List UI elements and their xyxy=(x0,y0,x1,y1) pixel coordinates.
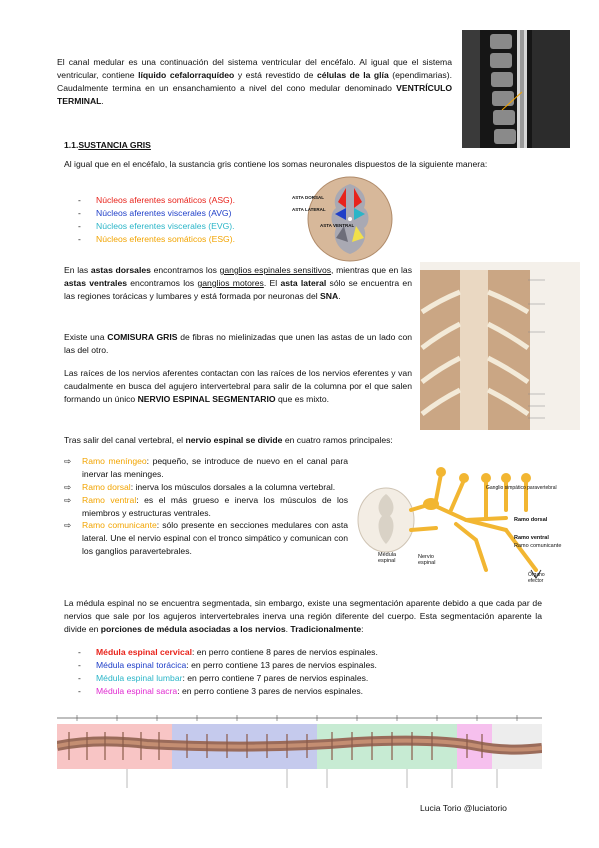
bullet: - xyxy=(78,659,81,670)
ramo-comunicante: Ramo comunicante xyxy=(82,520,157,531)
list-item xyxy=(78,685,498,698)
term: porciones de médula asociadas a los nervios xyxy=(100,623,286,634)
label-nervio: Nervio espinal xyxy=(418,554,436,567)
text: de fibras no mielinizadas que unen las astas de un lado con las del otro. xyxy=(64,332,413,355)
nuclei-list xyxy=(78,194,298,246)
text: encontramos los xyxy=(150,265,220,275)
bullet: - xyxy=(78,647,81,657)
label-ramo-dorsal: Ramo dorsal xyxy=(514,517,548,523)
list-item xyxy=(64,494,348,520)
text: En las xyxy=(64,265,91,275)
list-item xyxy=(78,194,298,207)
list-item xyxy=(64,481,348,494)
nucleus-avg: Núcleos aferentes viscerales (AVG) xyxy=(96,207,232,218)
section-title-text: SUSTANCIA GRIS xyxy=(78,140,151,150)
nucleus-esg: Núcleos eferentes somáticos (ESG). xyxy=(96,233,235,244)
term: SNA xyxy=(320,290,339,301)
paragraph-comisura xyxy=(64,331,412,357)
intro-text: (ependimarias). Caudalmente termina en un ensanchamiento a nivel del cono medular denominado xyxy=(57,69,452,93)
list-item xyxy=(78,672,498,685)
region-toracica: Médula espinal torácica xyxy=(96,659,187,670)
text: , mientras que en las xyxy=(331,265,412,275)
region-lumbar: Médula espinal lumbar xyxy=(96,672,183,683)
spinal-cross-section xyxy=(290,174,395,264)
spinal-cord-strip-image xyxy=(57,712,542,792)
gray-intro: Al igual que en el encéfalo, la sustancia gris contiene los somas neuronales dispuestos de la siguiente manera: xyxy=(64,159,488,169)
ramo-dorsal: Ramo dorsal xyxy=(82,481,131,492)
intro-text: y está revestido de xyxy=(234,69,317,80)
ramo-text: : es el más grueso e inerva los músculos de los miembros y estructuras ventrales. xyxy=(82,494,348,518)
text: sólo se encuentra en las regiones torácicas y lumbares y está formada por neuronas del xyxy=(64,277,412,301)
text: que es mixto. xyxy=(275,393,330,404)
bullet: - xyxy=(78,672,81,683)
text: Las raíces de los nervios aferentes contactan con las raíces de los nervios eferentes y van caudalmente en busca del agujero intervertebral para salir de la columna por el que salen formando un único xyxy=(64,368,412,404)
text: : xyxy=(361,623,364,634)
nucleus-asg: Núcleos aferentes somáticos (ASG). xyxy=(96,195,235,205)
text: . El xyxy=(263,277,281,288)
label-asta-dorsal: ASTA DORSAL xyxy=(292,195,324,200)
label-asta-lateral: ASTA LATERAL xyxy=(292,207,326,212)
bullet: - xyxy=(78,233,81,244)
nerve-diagram xyxy=(356,460,571,585)
text: . xyxy=(285,623,291,634)
arrow-icon: ⇨ xyxy=(64,456,72,466)
list-item xyxy=(64,455,348,481)
ramo-text: : sólo presente en secciones medulares con asta lateral. Une el nervio espinal con el tronco simpático y comunican con los ganglios paravertebrales. xyxy=(82,520,348,557)
ramo-ventral: Ramo ventral xyxy=(82,494,137,505)
list-item xyxy=(78,233,298,246)
spinal-dissection-image xyxy=(420,262,580,430)
term: ganglios espinales sensitivos xyxy=(219,265,332,275)
term: Tradicionalmente xyxy=(290,623,362,634)
term: asta lateral xyxy=(280,277,327,288)
region-text: : en perro contiene 3 pares de nervios espinales. xyxy=(177,685,364,696)
bullet: - xyxy=(78,195,81,205)
list-item xyxy=(78,659,498,672)
ramo-text: : inerva los músculos dorsales a la columna vertebral. xyxy=(130,481,336,492)
term: astas dorsales xyxy=(90,265,151,275)
region-text: : en perro contiene 8 pares de nervios espinales. xyxy=(192,647,378,657)
section-number: 1.1. xyxy=(64,140,79,150)
region-text: : en perro contiene 13 pares de nervios espinales. xyxy=(186,659,377,670)
label-asta-ventral: ASTA VENTRAL xyxy=(320,223,355,228)
intro-paragraph xyxy=(57,56,452,108)
text: Tras salir del canal vertebral, el xyxy=(64,435,186,445)
label-ramo-ventral: Ramo ventral xyxy=(514,535,549,541)
intro-text: . xyxy=(101,95,104,106)
intro-term: líquido cefalorraquídeo xyxy=(138,69,235,80)
intro-term: células de la glía xyxy=(316,69,389,80)
term: nervio espinal se divide xyxy=(185,435,283,445)
list-item xyxy=(64,519,348,558)
label-organo: Órgano efector xyxy=(528,572,545,584)
intro-term: VENTRÍCULO TERMINAL xyxy=(57,82,452,106)
nucleus-evg: Núcleos eferentes viscerales (EVG). xyxy=(96,220,235,231)
term: NERVIO ESPINAL SEGMENTARIO xyxy=(137,393,276,404)
section-title xyxy=(64,139,151,152)
term: ganglios motores xyxy=(197,277,264,288)
arrow-icon: ⇨ xyxy=(64,481,72,492)
label-ganglio: Ganglio simpático paravertebral xyxy=(486,485,557,491)
ramo-meningeo: Ramo meníngeo xyxy=(82,456,147,466)
mri-image xyxy=(462,30,570,148)
arrow-icon: ⇨ xyxy=(64,494,72,505)
text: encontramos los xyxy=(127,277,198,288)
bullet: - xyxy=(78,207,81,218)
list-item xyxy=(78,207,298,220)
footer-credit: Lucia Torio @luciatorio xyxy=(420,803,507,813)
paragraph-segmentacion xyxy=(64,597,542,636)
text: en cuatro ramos principales: xyxy=(282,435,393,445)
bullet: - xyxy=(78,220,81,231)
list-item xyxy=(78,646,498,659)
intro-text: El canal medular es una continuación del sistema ventricular del encéfalo. Al igual que el sistema ventricular, contiene xyxy=(57,57,452,80)
text: Existe una xyxy=(64,332,108,342)
bullet: - xyxy=(78,685,81,696)
label-medula: Médula espinal xyxy=(378,552,397,565)
region-text: : en perro contiene 7 pares de nervios espinales. xyxy=(182,672,369,683)
paragraph-raices xyxy=(64,367,412,406)
arrow-icon: ⇨ xyxy=(64,520,72,531)
ramos-list xyxy=(64,455,348,558)
text: La médula espinal no se encuentra segmentada, sin embargo, existe una segmentación aparente debido a que cada par de nervios que sale por los agujeros intervertebrales inerva una región diferente del cuerpo. Esta segmentación aparente la divide en xyxy=(64,598,542,634)
region-sacra: Médula espinal sacra xyxy=(96,685,178,696)
term: astas ventrales xyxy=(64,277,127,288)
text: . xyxy=(338,290,341,301)
paragraph-tras xyxy=(64,434,542,447)
regions-list xyxy=(78,646,498,698)
term: COMISURA GRIS xyxy=(107,332,178,342)
label-ramo-comunicante: Ramo comunicante xyxy=(514,543,562,549)
region-cervical: Médula espinal cervical xyxy=(96,647,193,657)
ramo-text: : pequeño, se introduce de nuevo en el canal para inervar las meninges. xyxy=(82,456,348,479)
list-item xyxy=(78,220,298,233)
paragraph-astas xyxy=(64,264,412,303)
